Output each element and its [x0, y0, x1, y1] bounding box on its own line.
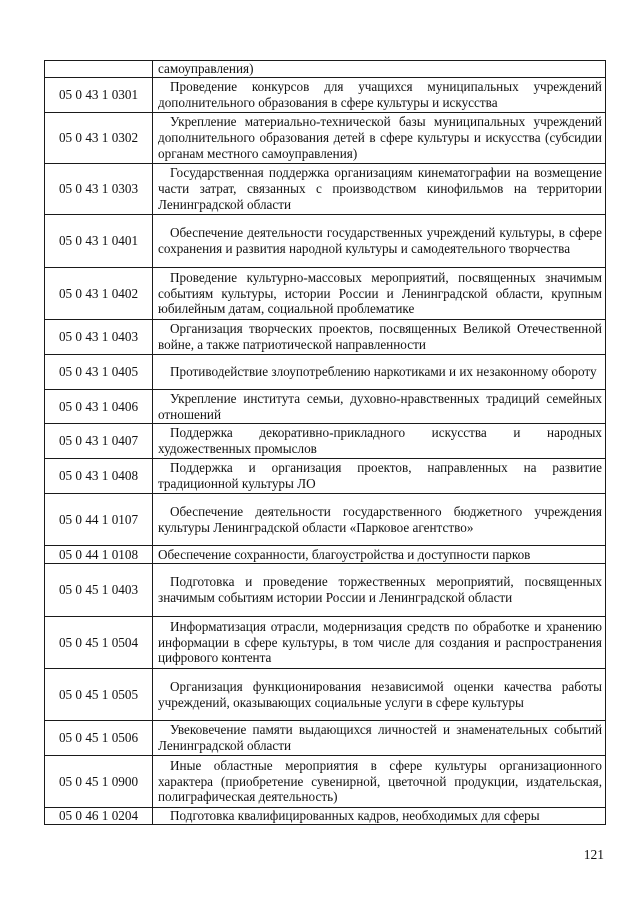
description-cell: Поддержка и организация проектов, направленных на развитие традиционной культуры ЛО [153, 459, 606, 494]
description-cell: Иные областные мероприятия в сфере культуры организационного характера (приобретение сувенирной, цветочной продукции, издательская, полиграфическая деятельность) [153, 756, 606, 808]
code-cell: 05 0 45 1 0506 [45, 721, 153, 756]
table-row [45, 756, 606, 808]
table-row [45, 164, 606, 215]
code-cell [45, 61, 153, 78]
description-cell: Обеспечение сохранности, благоустройства и доступности парков [153, 546, 606, 564]
description-cell: Поддержка декоративно-прикладного искусства и народных художественных промыслов [153, 424, 606, 459]
table-row [45, 113, 606, 164]
code-cell: 05 0 43 1 0407 [45, 424, 153, 459]
table-row [45, 564, 606, 617]
code-cell: 05 0 45 1 0505 [45, 669, 153, 721]
code-cell: 05 0 44 1 0107 [45, 494, 153, 546]
table-row [45, 808, 606, 825]
code-cell: 05 0 43 1 0303 [45, 164, 153, 215]
code-cell: 05 0 43 1 0403 [45, 320, 153, 355]
table-row [45, 78, 606, 113]
table-row [45, 546, 606, 564]
code-cell: 05 0 43 1 0401 [45, 215, 153, 268]
code-cell: 05 0 46 1 0204 [45, 808, 153, 825]
description-cell: Организация функционирования независимой оценки качества работы учреждений, оказывающих социальные услуги в сфере культуры [153, 669, 606, 721]
description-cell: Информатизация отрасли, модернизация средств по обработке и хранению информации в сфере культуры, в том числе для создания и распространения цифрового контента [153, 617, 606, 669]
budget-classification-table [44, 60, 606, 825]
description-cell: Увековечение памяти выдающихся личностей и знаменательных событий Ленинградской области [153, 721, 606, 756]
table-body [45, 61, 606, 825]
code-cell: 05 0 43 1 0405 [45, 355, 153, 390]
table-row [45, 215, 606, 268]
code-cell: 05 0 44 1 0108 [45, 546, 153, 564]
code-cell: 05 0 45 1 0504 [45, 617, 153, 669]
description-cell: Проведение конкурсов для учащихся муниципальных учреждений дополнительного образования в сфере культуры и искусства [153, 78, 606, 113]
table-row [45, 268, 606, 320]
table-row [45, 355, 606, 390]
table-row [45, 617, 606, 669]
table-row [45, 424, 606, 459]
code-cell: 05 0 43 1 0302 [45, 113, 153, 164]
description-cell: самоуправления) [153, 61, 606, 78]
description-cell: Обеспечение деятельности государственного бюджетного учреждения культуры Ленинградской области «Парковое агентство» [153, 494, 606, 546]
table-row [45, 61, 606, 78]
table-row [45, 459, 606, 494]
code-cell: 05 0 45 1 0900 [45, 756, 153, 808]
description-cell: Укрепление института семьи, духовно-нравственных традиций семейных отношений [153, 390, 606, 424]
table-row [45, 721, 606, 756]
code-cell: 05 0 43 1 0402 [45, 268, 153, 320]
description-cell: Подготовка и проведение торжественных мероприятий, посвященных значимым событиям истории России и Ленинградской области [153, 564, 606, 617]
description-cell: Подготовка квалифицированных кадров, необходимых для сферы [153, 808, 606, 825]
description-cell: Укрепление материально-технической базы муниципальных учреждений дополнительного образования детей в сфере культуры и искусства (субсидии органам местного самоуправления) [153, 113, 606, 164]
table-row [45, 320, 606, 355]
page-number: 121 [583, 847, 604, 862]
code-cell: 05 0 45 1 0403 [45, 564, 153, 617]
code-cell: 05 0 43 1 0408 [45, 459, 153, 494]
code-cell: 05 0 43 1 0406 [45, 390, 153, 424]
description-cell: Противодействие злоупотреблению наркотиками и их незаконному обороту [153, 355, 606, 390]
description-cell: Обеспечение деятельности государственных учреждений культуры, в сфере сохранения и развития народной культуры и самодеятельного творчества [153, 215, 606, 268]
description-cell: Проведение культурно-массовых мероприятий, посвященных значимым событиям культуры, истории России и Ленинградской области, крупным юбилейным датам, социальной проблематике [153, 268, 606, 320]
description-cell: Государственная поддержка организациям кинематографии на возмещение части затрат, связанных с производством кинофильмов на территории Ленинградской области [153, 164, 606, 215]
table-row [45, 669, 606, 721]
table-row [45, 390, 606, 424]
description-cell: Организация творческих проектов, посвященных Великой Отечественной войне, а также патриотической направленности [153, 320, 606, 355]
code-cell: 05 0 43 1 0301 [45, 78, 153, 113]
table-row [45, 494, 606, 546]
